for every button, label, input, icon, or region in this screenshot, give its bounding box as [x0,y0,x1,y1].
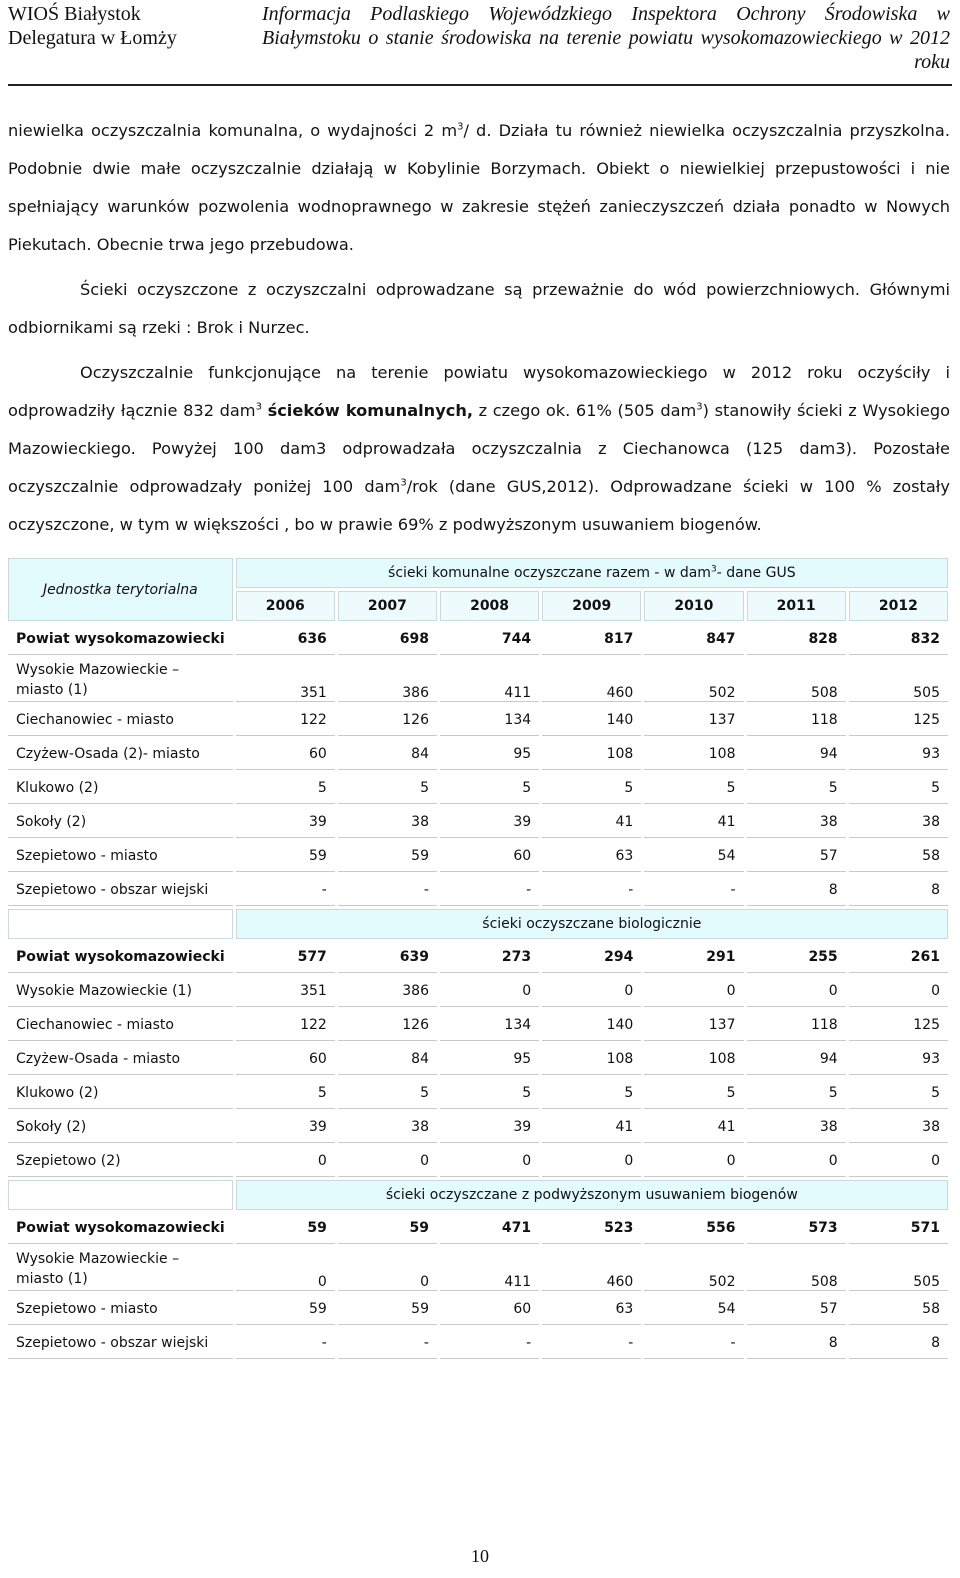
value-cell: 0 [338,1247,437,1291]
paragraph-1: niewielka oczyszczalnia komunalna, o wydajności 2 $m^3/$ d. Działa tu również niewielka oczyszczalnia przyszkolna. Podobnie dwie małe oczyszczalnie działają w Kobylinie Borzymach. Obiekt o niewielkiej przepustowości i nie spełniający warunków pozwolenia wodnoprawnego w zakresie stężeń zanieczyszczeń działa ponadto w Nowych Piekutach. Obecnie trwa jego przebudowa. [8,121,950,254]
value-cell: 5 [440,1078,539,1109]
year-header: 2006 [236,591,335,621]
section-blank-cell [8,909,233,939]
value-cell: 386 [338,976,437,1007]
year-header: 2007 [338,591,437,621]
value-cell: - [338,1328,437,1359]
row-label: Szepietowo - miasto [8,1294,233,1325]
value-cell: 60 [440,1294,539,1325]
value-cell: 125 [849,705,948,736]
year-header: 2012 [849,591,948,621]
value-cell: 502 [644,658,743,702]
row-label: Wysokie Mazowieckie (1) [8,976,233,1007]
value-cell: 93 [849,739,948,770]
table-row [8,773,948,804]
page-number: 10 [471,1546,489,1566]
value-cell: 386 [338,658,437,702]
value-cell: 94 [747,739,846,770]
value-cell: 5 [747,1078,846,1109]
value-cell: 57 [747,1294,846,1325]
value-cell: 59 [338,841,437,872]
main-header [236,558,948,588]
value-cell: 5 [236,1078,335,1109]
table-row [8,1078,948,1109]
value-cell: - [644,1328,743,1359]
row-label: Powiat wysokomazowiecki [8,942,233,973]
value-cell: 0 [849,976,948,1007]
corner-label: Jednostka terytorialna [8,558,233,621]
value-cell: 0 [440,976,539,1007]
value-cell: 126 [338,1010,437,1041]
row-label: Czyżew-Osada (2)- miasto [8,739,233,770]
value-cell: 471 [440,1213,539,1244]
value-cell: 58 [849,1294,948,1325]
wastewater-table [5,555,951,1362]
table-row [8,942,948,973]
value-cell: 39 [236,807,335,838]
value-cell: - [236,1328,335,1359]
value-cell: 137 [644,1010,743,1041]
header-institution-line2: Delegatura w Łomży [8,27,177,49]
value-cell: 39 [236,1112,335,1143]
value-cell: 60 [236,1044,335,1075]
value-cell: 8 [849,1328,948,1359]
value-cell: 126 [338,705,437,736]
row-label: Klukowo (2) [8,1078,233,1109]
value-cell: 134 [440,705,539,736]
value-cell: 556 [644,1213,743,1244]
value-cell: - [440,875,539,906]
year-header: 2008 [440,591,539,621]
table-row [8,807,948,838]
year-header: 2009 [542,591,641,621]
paragraph-2: Ścieki oczyszczone z oczyszczalni odprowadzane są przeważnie do wód powierzchniowych. Głównymi odbiornikami są rzeki : Brok i Nurzec. [8,280,950,337]
section-title: ścieki oczyszczane biologicznie [236,909,948,939]
value-cell: - [236,875,335,906]
value-cell: 63 [542,1294,641,1325]
main-header-suffix: - dane GUS [716,565,796,581]
value-cell: 54 [644,1294,743,1325]
paragraph-3: Oczyszczalnie funkcjonujące na terenie powiatu wysokomazowieckiego w 2012 roku oczyściły i odprowadziły łącznie 832 dam$^3$ ścieków komunalnych, z czego ok. 61% (505 dam$^3$) stanowiły ścieki z Wysokiego Mazowieckiego. Powyżej 100 dam3 odprowadzała oczyszczalnia z Ciechanowca (125 dam3). Pozostałe oczyszczalnie odprowadzały poniżej 100 dam$^3$/rok (dane GUS,2012). Odprowadzane ścieki w 100 % zostały oczyszczone, w tym w większości , bo w prawie 69% z podwyższonym usuwaniem biogenów. [8,363,951,534]
value-cell: 60 [236,739,335,770]
table-row [8,1146,948,1177]
year-header: 2011 [747,591,846,621]
value-cell: 108 [644,1044,743,1075]
value-cell: 118 [747,1010,846,1041]
table-row [8,705,948,736]
value-cell: 41 [542,1112,641,1143]
value-cell: 573 [747,1213,846,1244]
header-report-title: Informacja Podlaskiego Wojewódzkiego Inspektora Ochrony Środowiska w Białymstoku o stanie środowiska na terenie powiatu wysokomazowieckiego w 2012 roku [262,3,950,73]
value-cell: 41 [542,807,641,838]
row-label: Czyżew-Osada - miasto [8,1044,233,1075]
value-cell: 351 [236,658,335,702]
value-cell: 58 [849,841,948,872]
row-label: Szepietowo - miasto [8,841,233,872]
value-cell: 41 [644,807,743,838]
value-cell: 38 [849,807,948,838]
value-cell: 38 [849,1112,948,1143]
value-cell: 411 [440,1247,539,1291]
table-row [8,1044,948,1075]
value-cell: 39 [440,807,539,838]
value-cell: 59 [236,841,335,872]
value-cell: - [542,1328,641,1359]
value-cell: 0 [644,1146,743,1177]
row-label: Powiat wysokomazowiecki [8,624,233,655]
value-cell: 508 [747,1247,846,1291]
row-label: Szepietowo (2) [8,1146,233,1177]
value-cell: 261 [849,942,948,973]
value-cell: 291 [644,942,743,973]
value-cell: 847 [644,624,743,655]
value-cell: 273 [440,942,539,973]
value-cell: 828 [747,624,846,655]
table-row [8,624,948,655]
value-cell: 0 [440,1146,539,1177]
value-cell: 140 [542,705,641,736]
value-cell: 95 [440,739,539,770]
value-cell: 93 [849,1044,948,1075]
value-cell: 84 [338,739,437,770]
value-cell: 571 [849,1213,948,1244]
value-cell: 38 [747,1112,846,1143]
table-row [8,1010,948,1041]
value-cell: 122 [236,1010,335,1041]
header-institution-line1: WIOŚ Białystok [8,3,141,25]
table-row [8,841,948,872]
value-cell: 460 [542,1247,641,1291]
value-cell: 5 [338,773,437,804]
value-cell: 94 [747,1044,846,1075]
row-label: Ciechanowiec - miasto [8,1010,233,1041]
value-cell: 59 [236,1294,335,1325]
value-cell: 38 [747,807,846,838]
value-cell: 0 [849,1146,948,1177]
row-label: Wysokie Mazowieckie – miasto (1) [8,1247,233,1291]
value-cell: 84 [338,1044,437,1075]
value-cell: 5 [849,1078,948,1109]
row-label: Szepietowo - obszar wiejski [8,875,233,906]
year-header: 2010 [644,591,743,621]
value-cell: 255 [747,942,846,973]
value-cell: 59 [338,1213,437,1244]
table-row [8,875,948,906]
value-cell: 698 [338,624,437,655]
row-label: Sokoły (2) [8,1112,233,1143]
row-label: Wysokie Mazowieckie – miasto (1) [8,658,233,702]
value-cell: 460 [542,658,641,702]
value-cell: 95 [440,1044,539,1075]
value-cell: 108 [542,739,641,770]
value-cell: 636 [236,624,335,655]
value-cell: 108 [644,739,743,770]
value-cell: 8 [747,875,846,906]
section-title-row [8,1180,948,1210]
value-cell: 744 [440,624,539,655]
value-cell: 0 [236,1247,335,1291]
value-cell: 57 [747,841,846,872]
value-cell: 577 [236,942,335,973]
value-cell: 5 [440,773,539,804]
value-cell: 5 [644,773,743,804]
value-cell: - [440,1328,539,1359]
row-label: Sokoły (2) [8,807,233,838]
row-label: Szepietowo - obszar wiejski [8,1328,233,1359]
main-header-text: ścieki komunalne oczyszczane razem - w dam [388,565,711,581]
header-institution [8,2,177,50]
table-row [8,1294,948,1325]
value-cell: 38 [338,807,437,838]
value-cell: 502 [644,1247,743,1291]
row-label: Ciechanowiec - miasto [8,705,233,736]
value-cell: 505 [849,658,948,702]
row-label: Klukowo (2) [8,773,233,804]
value-cell: 5 [338,1078,437,1109]
table-row [8,1213,948,1244]
value-cell: 8 [849,875,948,906]
value-cell: 41 [644,1112,743,1143]
value-cell: 118 [747,705,846,736]
value-cell: 125 [849,1010,948,1041]
value-cell: 5 [644,1078,743,1109]
table-row [8,976,948,1007]
value-cell: 411 [440,658,539,702]
table-row [8,1328,948,1359]
value-cell: 54 [644,841,743,872]
value-cell: 39 [440,1112,539,1143]
header-rule [8,84,952,86]
table-header-row [8,558,948,588]
value-cell: 8 [747,1328,846,1359]
value-cell: 0 [747,1146,846,1177]
value-cell: 134 [440,1010,539,1041]
value-cell: 0 [338,1146,437,1177]
value-cell: 832 [849,624,948,655]
row-label: Powiat wysokomazowiecki [8,1213,233,1244]
value-cell: 60 [440,841,539,872]
value-cell: 0 [236,1146,335,1177]
value-cell: 5 [236,773,335,804]
section-title-row [8,909,948,939]
value-cell: 108 [542,1044,641,1075]
value-cell: 5 [542,773,641,804]
value-cell: - [338,875,437,906]
value-cell: 38 [338,1112,437,1143]
value-cell: 0 [644,976,743,1007]
main-header-superscript: 3 [710,564,717,575]
page-header [0,0,960,88]
table-row [8,658,948,702]
value-cell: 140 [542,1010,641,1041]
value-cell: 5 [747,773,846,804]
value-cell: 351 [236,976,335,1007]
value-cell: 0 [747,976,846,1007]
value-cell: 817 [542,624,641,655]
value-cell: 0 [542,976,641,1007]
value-cell: 294 [542,942,641,973]
value-cell: 122 [236,705,335,736]
value-cell: 59 [236,1213,335,1244]
value-cell: - [644,875,743,906]
value-cell: 523 [542,1213,641,1244]
table-row [8,739,948,770]
value-cell: 639 [338,942,437,973]
section-title: ścieki oczyszczane z podwyższonym usuwaniem biogenów [236,1180,948,1210]
value-cell: 63 [542,841,641,872]
value-cell: 505 [849,1247,948,1291]
section-blank-cell [8,1180,233,1210]
value-cell: 508 [747,658,846,702]
value-cell: 5 [849,773,948,804]
value-cell: 0 [542,1146,641,1177]
value-cell: - [542,875,641,906]
value-cell: 59 [338,1294,437,1325]
value-cell: 5 [542,1078,641,1109]
table-row [8,1112,948,1143]
value-cell: 137 [644,705,743,736]
table-row [8,1247,948,1291]
